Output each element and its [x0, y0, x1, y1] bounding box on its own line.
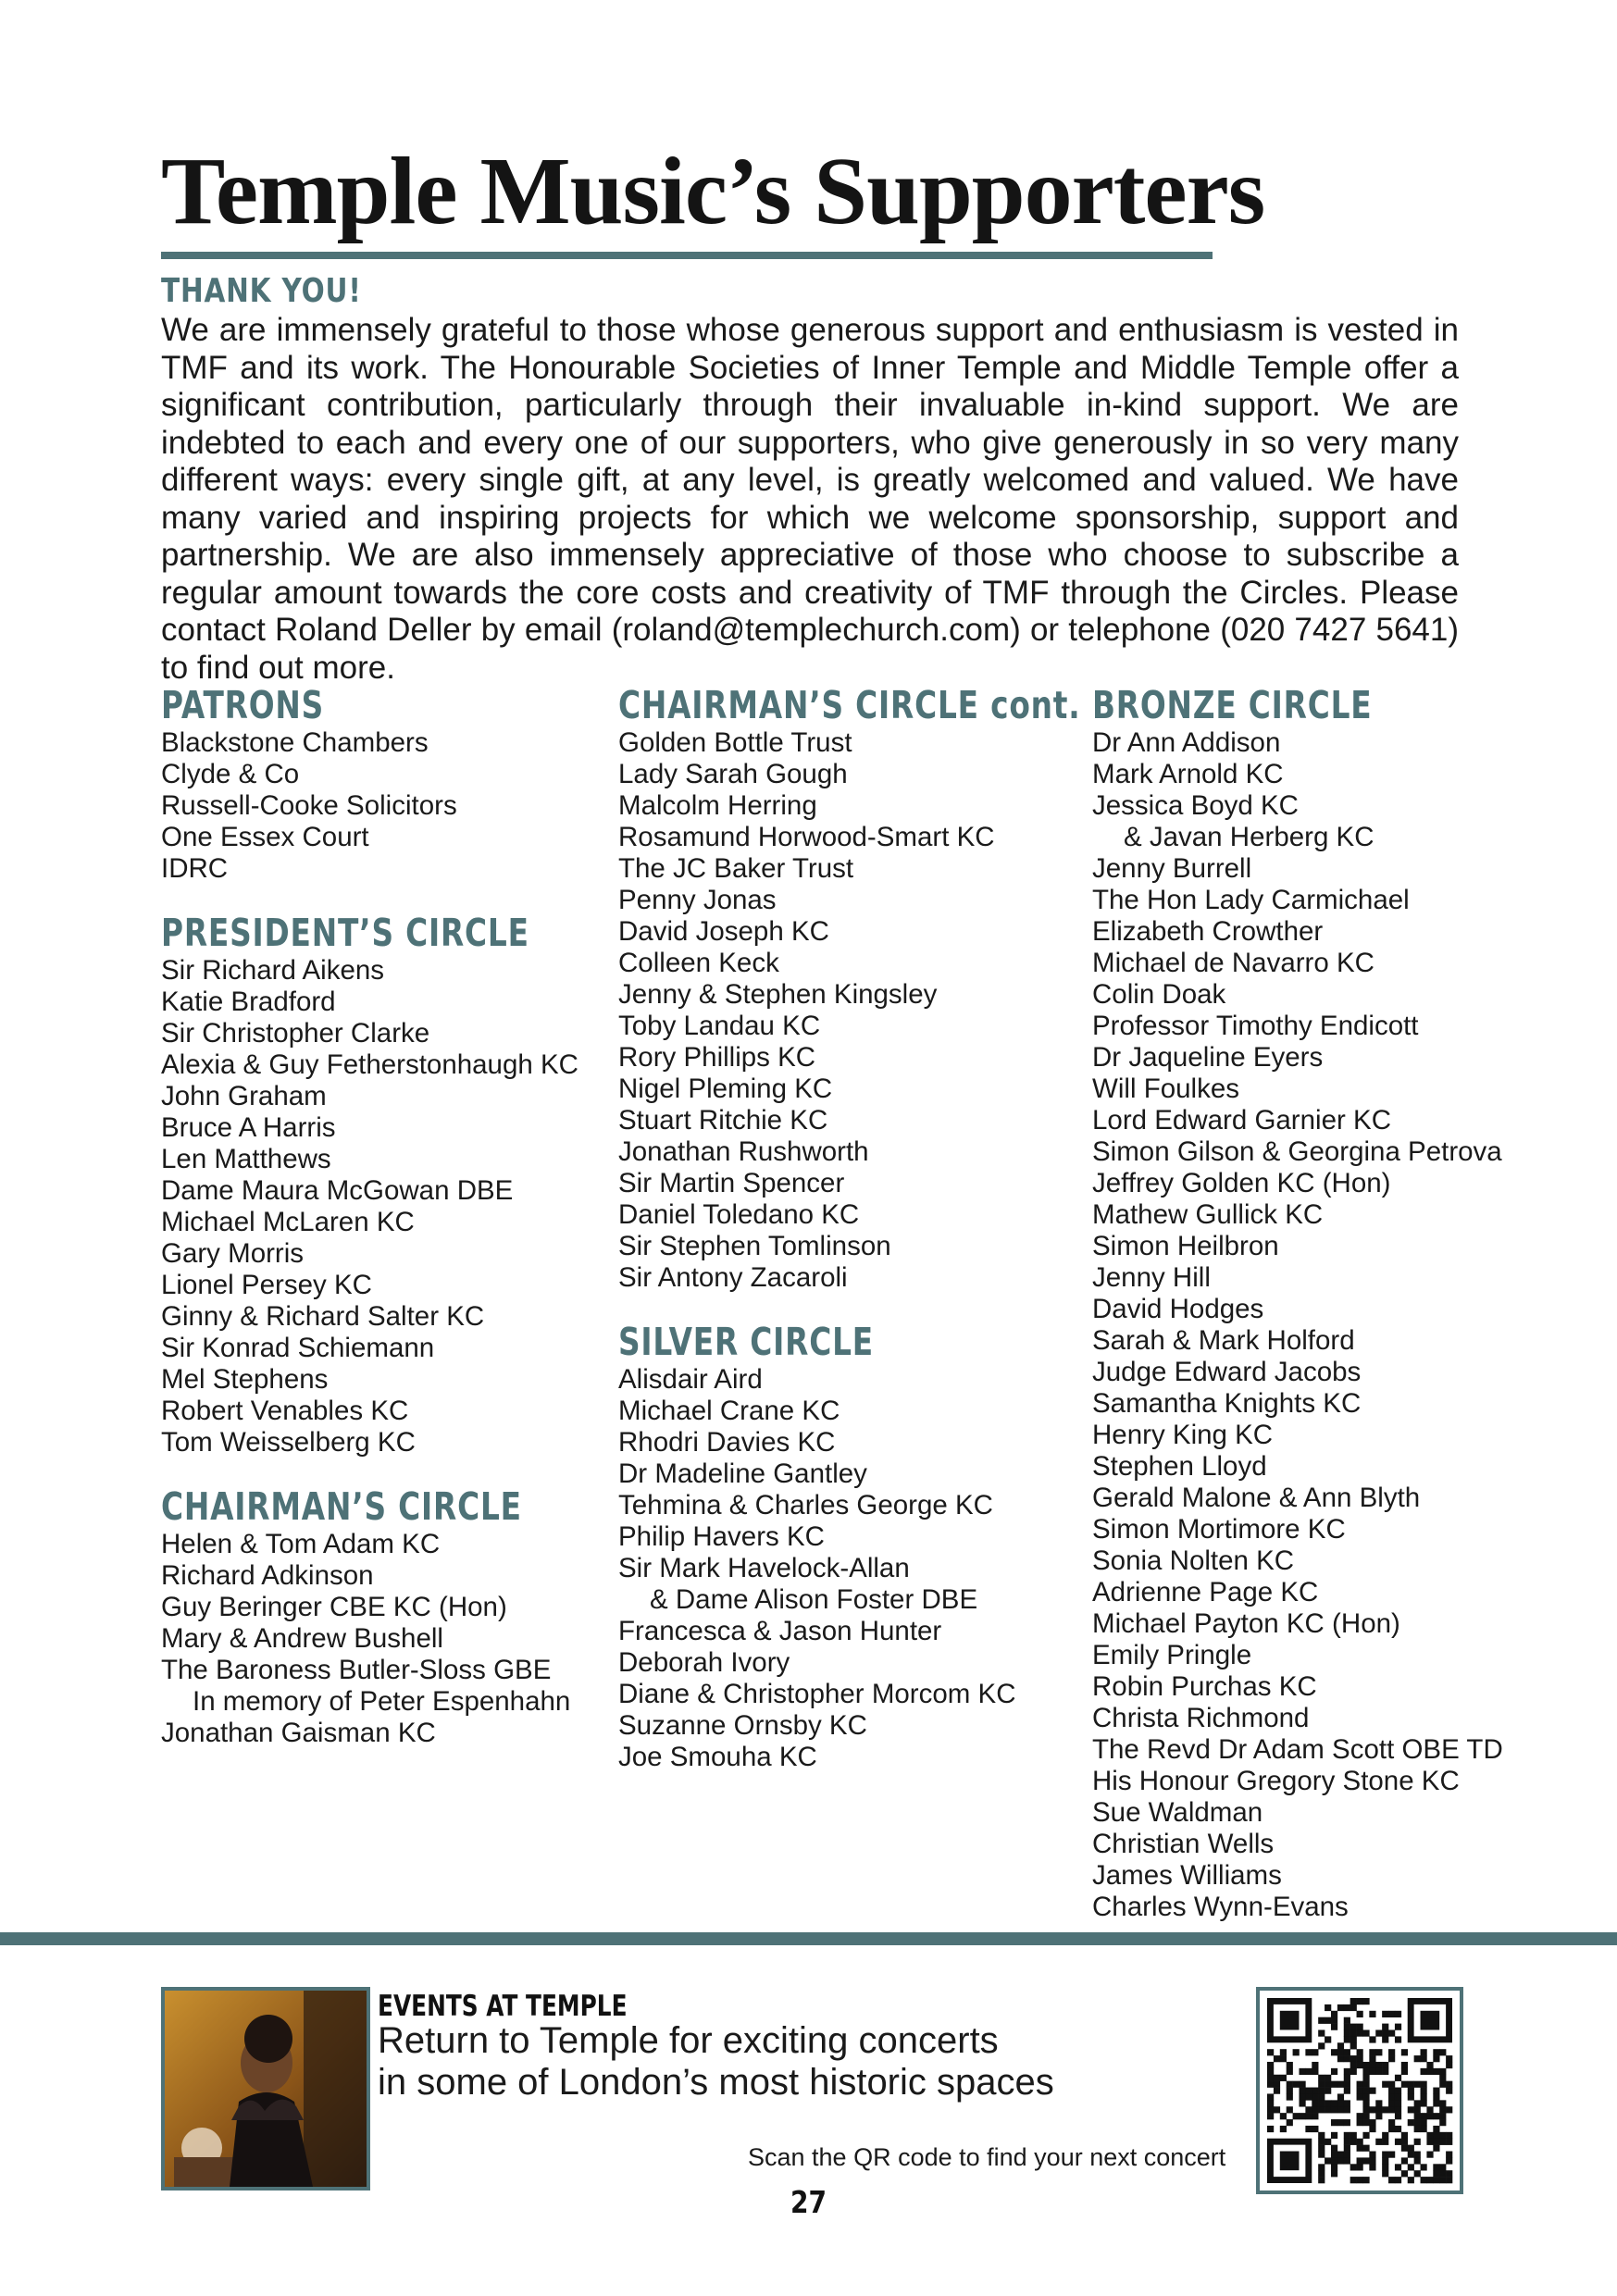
supporter-name: Alisdair Aird [618, 1364, 763, 1395]
supporter-name: Dr Madeline Gantley [618, 1458, 867, 1489]
supporter-name: Joe Smouha KC [618, 1742, 817, 1772]
presidents-circle-section [161, 911, 596, 1458]
supporter-name: Katie Bradford [161, 987, 336, 1017]
supporter-name: David Joseph KC [618, 916, 829, 947]
supporter-name: Tom Weisselberg KC [161, 1427, 416, 1458]
supporter-name: Sarah & Mark Holford [1092, 1325, 1355, 1356]
page-title: Temple Music’s Supporters [161, 138, 1265, 244]
supporter-name: The Hon Lady Carmichael [1092, 885, 1410, 915]
supporter-name: Michael de Navarro KC [1092, 948, 1374, 978]
supporter-name: Lady Sarah Gough [618, 759, 848, 789]
supporter-name: Russell-Cooke Solicitors [161, 790, 457, 821]
supporter-name: Rhodri Davies KC [618, 1427, 836, 1458]
scan-qr-note: Scan the QR code to find your next concert [748, 2143, 1226, 2171]
events-tagline-line2: in some of London’s most historic spaces [378, 2062, 1054, 2103]
bronze-circle-section [1092, 683, 1536, 1923]
presidents-circle-heading: PRESIDENT’S CIRCLE [161, 911, 529, 955]
supporter-name: Blackstone Chambers [161, 727, 429, 758]
supporter-name: Mark Arnold KC [1092, 759, 1284, 789]
supporter-name: Clyde & Co [161, 759, 300, 789]
qr-code[interactable] [1256, 1987, 1463, 2194]
supporter-name: Gary Morris [161, 1238, 305, 1269]
silver-circle-section [618, 1320, 1072, 1773]
supporter-name: Sir Richard Aikens [161, 955, 385, 986]
supporter-name: Charles Wynn-Evans [1092, 1892, 1349, 1922]
supporter-name: Sir Mark Havelock-Allan [618, 1553, 910, 1583]
supporter-name: The Revd Dr Adam Scott OBE TD [1092, 1734, 1503, 1765]
supporter-name: Dr Ann Addison [1092, 727, 1281, 758]
supporter-name: Simon Mortimore KC [1092, 1514, 1346, 1545]
supporter-name: Emily Pringle [1092, 1640, 1252, 1670]
supporter-name: Professor Timothy Endicott [1092, 1011, 1419, 1041]
supporter-name: Sir Martin Spencer [618, 1168, 845, 1198]
supporter-name: Sir Konrad Schiemann [161, 1333, 435, 1363]
supporter-name: Sue Waldman [1092, 1797, 1263, 1828]
supporter-name: Golden Bottle Trust [618, 727, 852, 758]
supporter-name: Michael McLaren KC [161, 1207, 415, 1237]
supporter-name: One Essex Court [161, 822, 369, 852]
supporter-name: Richard Adkinson [161, 1560, 374, 1591]
supporter-name: Alexia & Guy Fetherstonhaugh KC [161, 1049, 578, 1080]
supporter-name: Jeffrey Golden KC (Hon) [1092, 1168, 1391, 1198]
supporter-name: Gerald Malone & Ann Blyth [1092, 1483, 1421, 1513]
supporter-name: John Graham [161, 1081, 327, 1111]
supporter-name: Christian Wells [1092, 1829, 1275, 1859]
patrons-list [161, 727, 596, 885]
title-underline [161, 252, 1213, 259]
supporter-name: Tehmina & Charles George KC [618, 1490, 993, 1520]
supporter-name: Diane & Christopher Morcom KC [618, 1679, 1016, 1709]
chairmans-circle-list [161, 1529, 596, 1749]
supporter-name: Jonathan Rushworth [618, 1136, 869, 1167]
supporter-name: Ginny & Richard Salter KC [161, 1301, 485, 1332]
supporter-name: Mathew Gullick KC [1092, 1199, 1324, 1230]
supporter-name: Adrienne Page KC [1092, 1577, 1319, 1607]
page-number: 27 [790, 2184, 827, 2220]
presidents-circle-list [161, 955, 596, 1458]
supporter-name: Rory Phillips KC [618, 1042, 816, 1073]
supporter-name: His Honour Gregory Stone KC [1092, 1766, 1460, 1796]
supporter-name: Colleen Keck [618, 948, 779, 978]
supporter-name: Jessica Boyd KC [1092, 790, 1299, 821]
supporter-name: Sir Stephen Tomlinson [618, 1231, 891, 1261]
chairmans-circle-cont-list [618, 727, 1072, 1294]
supporter-name: Toby Landau KC [618, 1011, 821, 1041]
patrons-section [161, 683, 596, 885]
column-right [1092, 683, 1536, 1949]
supporter-name: Rosamund Horwood-Smart KC [618, 822, 995, 852]
chairmans-circle-cont-heading: CHAIRMAN’S CIRCLE cont. [618, 683, 1081, 727]
supporter-name: In memory of Peter Espenhahn [193, 1686, 571, 1717]
supporter-name: Judge Edward Jacobs [1092, 1357, 1362, 1387]
supporter-name: Elizabeth Crowther [1092, 916, 1324, 947]
supporter-name: The Baroness Butler-Sloss GBE [161, 1655, 552, 1685]
supporter-name: Len Matthews [161, 1144, 331, 1174]
supporter-name: Jenny Hill [1092, 1262, 1211, 1293]
supporter-name: Michael Crane KC [618, 1396, 840, 1426]
supporter-name: Suzanne Ornsby KC [618, 1710, 867, 1741]
supporter-name: Helen & Tom Adam KC [161, 1529, 441, 1559]
intro-paragraph: We are immensely grateful to those whose generous support and enthusiasm is vested in TMF and its work. The Honourable Societies of Inner Temple and Middle Temple offer a significant contribution, particularly through their invaluable in-kind support. We are indebted to each and every one of our supporters, who give generously in so very many different ways: every single gift, at any level, is greatly welcomed and valued. We have many varied and inspiring projects for which we welcome sponsorship, support and partnership. We are also immensely appreciative of those who choose to subscribe a regular amount towards the core costs and creativity of TMF through the Circles. Please contact Roland Deller by email (roland@templechurch.com) or telephone (020 7427 5641) to find out more. [161, 312, 1459, 686]
bronze-circle-heading: BRONZE CIRCLE [1092, 683, 1373, 727]
chairmans-circle-cont-section [618, 683, 1081, 1294]
supporter-name: Lord Edward Garnier KC [1092, 1105, 1392, 1136]
supporter-name: Guy Beringer CBE KC (Hon) [161, 1592, 507, 1622]
supporter-name: Nigel Pleming KC [618, 1074, 833, 1104]
supporter-name: Simon Gilson & Georgina Petrova [1092, 1136, 1502, 1167]
supporter-name: Jenny & Stephen Kingsley [618, 979, 938, 1010]
footer-divider [0, 1932, 1617, 1945]
supporter-name: & Dame Alison Foster DBE [650, 1584, 978, 1615]
supporter-name: Penny Jonas [618, 885, 777, 915]
supporter-name: Colin Doak [1092, 979, 1226, 1010]
supporter-name: Sir Antony Zacaroli [618, 1262, 848, 1293]
supporter-name: IDRC [161, 853, 229, 884]
supporter-name: Jenny Burrell [1092, 853, 1252, 884]
supporter-name: Sir Christopher Clarke [161, 1018, 430, 1049]
supporter-name: Christa Richmond [1092, 1703, 1310, 1733]
supporter-name: Will Foulkes [1092, 1074, 1239, 1104]
events-tagline-line1: Return to Temple for exciting concerts [378, 2020, 999, 2061]
supporter-name: Bruce A Harris [161, 1112, 336, 1143]
supporter-name: Mary & Andrew Bushell [161, 1623, 443, 1654]
supporter-name: Daniel Toledano KC [618, 1199, 860, 1230]
supporter-name: Stuart Ritchie KC [618, 1105, 828, 1136]
supporter-name: Deborah Ivory [618, 1647, 790, 1678]
supporter-name: Jonathan Gaisman KC [161, 1718, 436, 1748]
supporter-name: Malcolm Herring [618, 790, 817, 821]
column-middle [618, 683, 1081, 1799]
supporter-name: Mel Stephens [161, 1364, 329, 1395]
column-left [161, 683, 596, 1775]
supporter-name: Simon Heilbron [1092, 1231, 1279, 1261]
supporter-name: Dr Jaqueline Eyers [1092, 1042, 1324, 1073]
thank-you-heading: THANK YOU! [161, 272, 362, 310]
supporter-name: Sonia Nolten KC [1092, 1545, 1295, 1576]
supporter-name: & Javan Herberg KC [1124, 822, 1374, 852]
chairmans-circle-heading: CHAIRMAN’S CIRCLE [161, 1484, 522, 1529]
supporter-name: Philip Havers KC [618, 1521, 825, 1552]
supporter-name: David Hodges [1092, 1294, 1264, 1324]
events-heading: EVENTS AT TEMPLE [378, 1990, 628, 2023]
supporter-name: James Williams [1092, 1860, 1282, 1891]
supporter-name: Robert Venables KC [161, 1396, 409, 1426]
silver-circle-list [618, 1364, 1072, 1773]
supporter-name: Robin Purchas KC [1092, 1671, 1317, 1702]
silver-circle-heading: SILVER CIRCLE [618, 1320, 874, 1364]
supporter-name: Henry King KC [1092, 1420, 1274, 1450]
supporter-name: Samantha Knights KC [1092, 1388, 1362, 1419]
supporter-name: Michael Payton KC (Hon) [1092, 1608, 1400, 1639]
supporter-name: Lionel Persey KC [161, 1270, 372, 1300]
event-photo [161, 1987, 370, 2191]
chairmans-circle-section [161, 1484, 596, 1749]
supporter-name: Francesca & Jason Hunter [618, 1616, 942, 1646]
supporter-name: Dame Maura McGowan DBE [161, 1175, 514, 1206]
supporter-name: Stephen Lloyd [1092, 1451, 1267, 1482]
bronze-circle-list [1092, 727, 1536, 1923]
patrons-heading: PATRONS [161, 683, 325, 727]
supporter-name: The JC Baker Trust [618, 853, 854, 884]
